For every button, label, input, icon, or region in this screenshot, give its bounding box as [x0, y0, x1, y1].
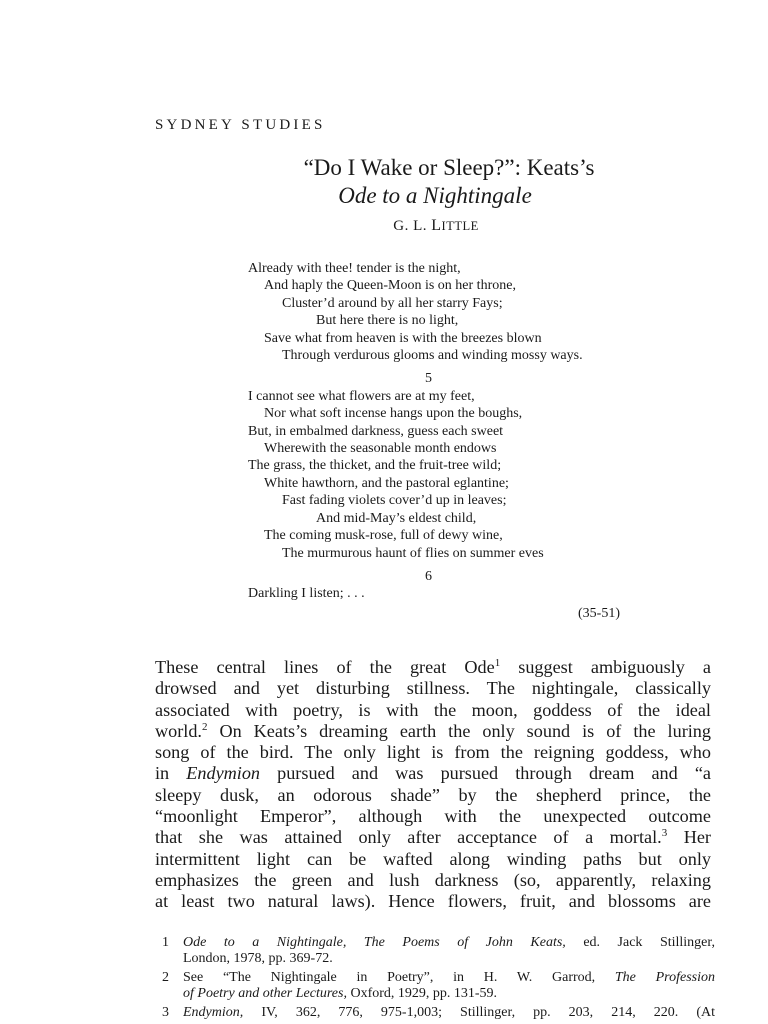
footnote-line [183, 986, 715, 1002]
text-run: that she was attained only after acceptance of a mortal. [155, 827, 662, 848]
author-surname-rest: ITTLE [441, 219, 479, 233]
poem-line: Save what from heaven is with the breezes blown [264, 330, 542, 346]
paragraph-line [155, 657, 711, 678]
italic-title: The Profession [614, 969, 715, 985]
footnote-number: 2 [162, 969, 169, 985]
italic-title: of Poetry and other Lectures, [183, 986, 347, 1002]
text-run: See “The Nightingale in Poetry”, in H. W. Garrod, [183, 969, 615, 985]
poem-line: But here there is no light, [316, 313, 459, 329]
poem-stanza [248, 260, 718, 364]
poem-line: But, in embalmed darkness, guess each sweet [248, 423, 504, 439]
poem-line: Darkling I listen; . . . [248, 586, 365, 602]
paragraph-line: sleepy dusk, an odorous shade” by the shepherd prince, the [155, 784, 711, 805]
footnote-ref: 1 [494, 657, 501, 669]
footnote-number: 1 [162, 935, 169, 950]
italic-title: Endymion [186, 763, 261, 784]
text-run: On Keats’s dreaming earth the only sound is of the luring [207, 720, 711, 741]
footnote [155, 970, 715, 1003]
poem-line: And haply the Queen-Moon is on her throne, [264, 278, 516, 294]
text-run: Her [667, 827, 711, 848]
paragraph-line [155, 721, 711, 742]
paragraph-line: associated with poetry, is with the moon, goddess of the ideal [155, 699, 711, 720]
poem-line: I cannot see what flowers are at my feet, [248, 388, 475, 404]
text-run: suggest ambiguously a [500, 657, 711, 677]
poem-stanza [248, 388, 718, 562]
footnote-line [183, 935, 715, 951]
poem-line: White hawthorn, and the pastoral eglantine; [264, 475, 509, 491]
paragraph-line [155, 827, 711, 848]
article-title: “Do I Wake or Sleep?”: Keats’s [303, 155, 595, 180]
author-name [161, 217, 711, 235]
italic-title: Ode to a Nightingale, The Poems of John Keats, [183, 935, 566, 950]
footnote-ref: 2 [201, 720, 208, 733]
poem-line: Already with thee! tender is the night, [248, 261, 461, 276]
text-run: IV, 362, 776, 975-1,003; Stillinger, pp. 203, 214, 220. (At [243, 1004, 715, 1020]
poem-line: And mid-May’s eldest child, [316, 510, 477, 526]
poem-line: Nor what soft incense hangs upon the boughs, [264, 406, 523, 422]
paragraph-line: at least two natural laws). Hence flowers, fruit, and blossoms are [155, 891, 711, 912]
paragraph-line: “moonlight Emperor”, although with the unexpected outcome [155, 806, 711, 827]
footnote [155, 935, 715, 968]
stanza-number: 6 [425, 568, 432, 584]
text-run: pursued and was pursued through dream and “a [260, 763, 711, 784]
running-head: SYDNEY STUDIES [155, 117, 326, 133]
author-surname-initial: L [431, 217, 442, 234]
poem-line: Wherewith the seasonable month endows [264, 441, 497, 457]
poem-quotation [248, 260, 718, 622]
article-title-block [155, 154, 705, 235]
footnote-line [183, 970, 715, 986]
poem-line: The murmurous haunt of flies on summer eves [282, 545, 544, 561]
stanza-number: 5 [425, 371, 432, 387]
footnote [155, 1005, 715, 1021]
text-run: world. [155, 720, 202, 741]
italic-title: Endymion, [183, 1004, 244, 1020]
poem-line: The grass, the thicket, and the fruit-tree wild; [248, 458, 502, 474]
article-subtitle: Ode to a Nightingale [338, 183, 532, 208]
paragraph-line [155, 763, 711, 784]
poem-line: Fast fading violets cover’d up in leaves; [282, 493, 507, 509]
paragraph-line: song of the bird. The only light is from the reigning goddess, who [155, 742, 711, 763]
text-run: in [155, 763, 187, 784]
text-run: ed. Jack Stillinger, [565, 935, 715, 950]
poem-line: The coming musk-rose, full of dewy wine, [264, 528, 503, 544]
paragraph-line: intermittent light can be wafted along winding paths but only [155, 848, 711, 869]
footnote-number: 3 [162, 1004, 169, 1020]
text-run: These central lines of the great Ode [155, 657, 495, 677]
footnote-ref: 3 [661, 827, 668, 840]
line-reference: (35-51) [578, 605, 620, 621]
footnote-line: London, 1978, pp. 369-72. [183, 951, 333, 967]
paragraph-line: emphasizes the green and lush darkness (so, apparently, relaxing [155, 869, 711, 890]
paragraph-line: drowsed and yet disturbing stillness. The nightingale, classically [155, 678, 711, 699]
author-initials: G. L. [393, 218, 432, 234]
poem-line: Through verdurous glooms and winding mossy ways. [282, 348, 583, 364]
body-paragraph [155, 657, 711, 913]
text-run: Oxford, 1929, pp. 131-59. [346, 986, 498, 1002]
poem-line: Cluster’d around by all her starry Fays; [282, 295, 503, 311]
footnote-line [183, 1005, 715, 1021]
footnotes [155, 935, 715, 1023]
